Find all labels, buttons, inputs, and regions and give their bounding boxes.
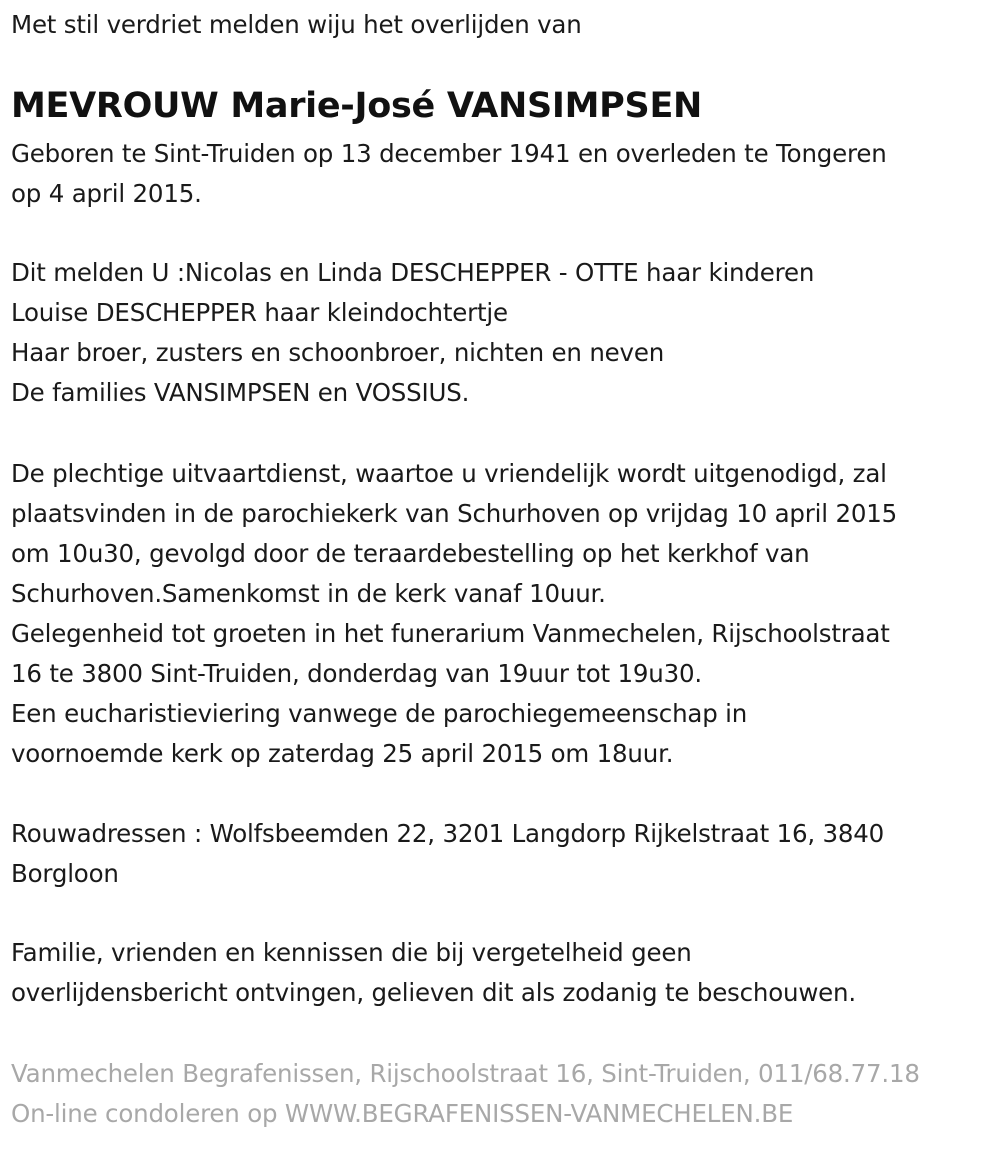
intro-text: Met stil verdriet melden wiju het overlijden van — [11, 10, 582, 39]
footer-line: Vanmechelen Begrafenissen, Rijschoolstraat 16, Sint-Truiden, 011/68.77.18 — [11, 1059, 920, 1088]
mourning-addresses — [11, 814, 884, 894]
address-line: Borgloon — [11, 859, 119, 888]
address-line: Rouwadressen : Wolfsbeemden 22, 3201 Langdorp Rijkelstraat 16, 3840 — [11, 819, 885, 848]
family-line: Dit melden U :Nicolas en Linda DESCHEPPER - OTTE haar kinderen — [11, 258, 815, 287]
family-line: Louise DESCHEPPER haar kleindochtertje — [11, 298, 508, 327]
notice-paragraph — [11, 933, 856, 1013]
service-line: 16 te 3800 Sint-Truiden, donderdag van 19uur tot 19u30. — [11, 659, 702, 688]
deceased-name: MEVROUW Marie-José VANSIMPSEN — [11, 86, 703, 126]
birth-line: Geboren te Sint-Truiden op 13 december 1941 en overleden te Tongeren — [11, 139, 887, 168]
family-line: Haar broer, zusters en schoonbroer, nichten en neven — [11, 338, 665, 367]
funeral-home-footer — [11, 1054, 920, 1134]
service-line: om 10u30, gevolgd door de teraardebestelling op het kerkhof van — [11, 539, 810, 568]
service-line: voornoemde kerk op zaterdag 25 april 2015 om 18uur. — [11, 739, 674, 768]
family-list — [11, 253, 814, 413]
birth-death-details — [11, 134, 887, 214]
service-line: Schurhoven.Samenkomst in de kerk vanaf 10uur. — [11, 579, 606, 608]
service-line: Gelegenheid tot groeten in het funerarium Vanmechelen, Rijschoolstraat — [11, 619, 890, 648]
service-line: plaatsvinden in de parochiekerk van Schurhoven op vrijdag 10 april 2015 — [11, 499, 897, 528]
service-line: De plechtige uitvaartdienst, waartoe u vriendelijk wordt uitgenodigd, zal — [11, 459, 887, 488]
birth-line: op 4 april 2015. — [11, 179, 202, 208]
family-line: De families VANSIMPSEN en VOSSIUS. — [11, 378, 470, 407]
service-line: Een eucharistieviering vanwege de parochiegemeenschap in — [11, 699, 748, 728]
funeral-service-details — [11, 454, 897, 774]
footer-line: On-line condoleren op WWW.BEGRAFENISSEN-VANMECHELEN.BE — [11, 1099, 794, 1128]
notice-line: overlijdensbericht ontvingen, gelieven dit als zodanig te beschouwen. — [11, 978, 856, 1007]
notice-line: Familie, vrienden en kennissen die bij vergetelheid geen — [11, 938, 692, 967]
